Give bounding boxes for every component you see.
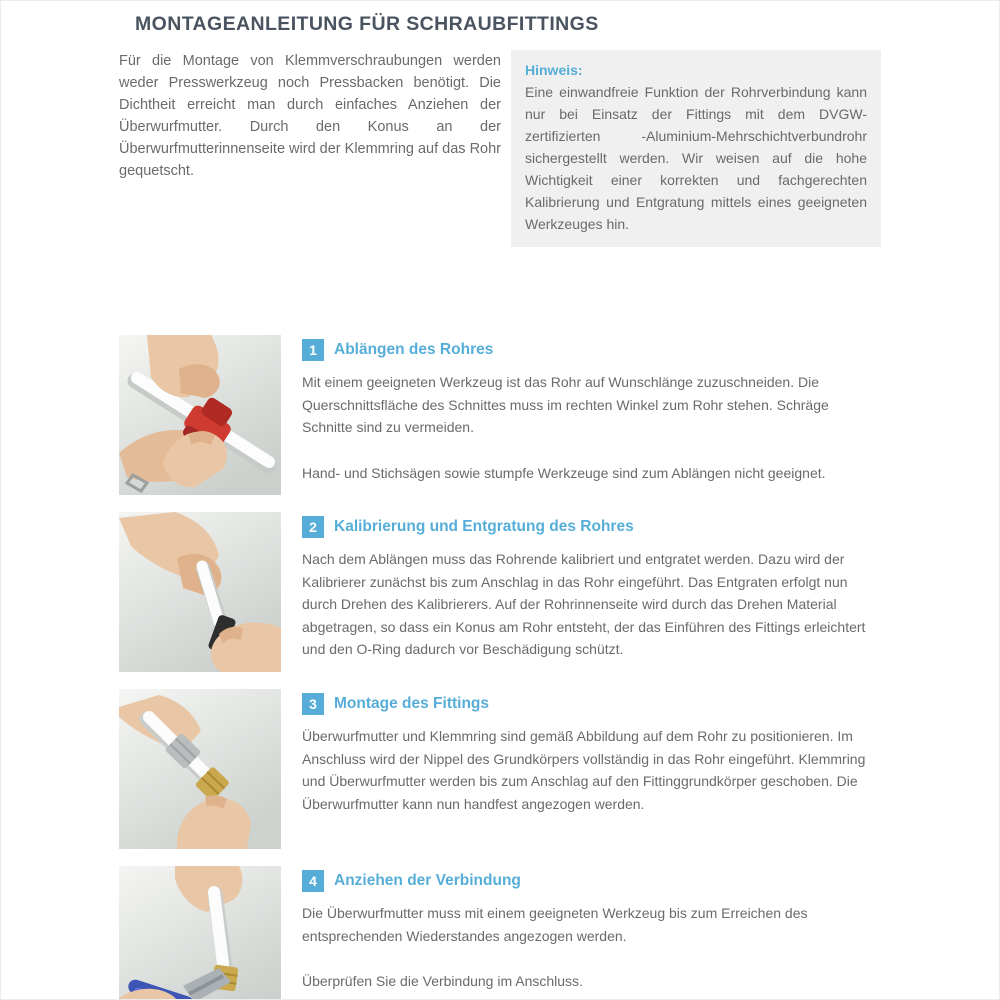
step-3-title: Montage des Fittings	[334, 695, 489, 712]
pipe-cutting-photo	[119, 335, 281, 495]
step-4-heading-row	[302, 866, 879, 892]
step-1-heading-row	[302, 335, 879, 361]
fitting-assembly-photo	[119, 689, 281, 849]
step-3-paragraph-1: Überwurfmutter und Klemmring sind gemäß Abbildung auf dem Rohr zu positionieren. Im Anschluss wird der Nippel des Grundkörpers vollständig in das Rohr eingeführt. Klemmring und Überwurfmutter werden bis zum Anschlag auf den Fittinggrundkörper geschoben. Die Überwurfmutter kann nun handfest angezogen werden.	[302, 728, 866, 812]
tightening-connection-photo	[119, 866, 281, 1000]
intro-section	[119, 50, 879, 247]
note-box	[511, 50, 881, 247]
step-1-number-badge: 1	[302, 339, 324, 361]
step-4-paragraph-1: Die Überwurfmutter muss mit einem geeigneten Werkzeug bis zum Erreichen des entsprechenden Wiederstandes angezogen werden.	[302, 905, 808, 944]
steps-list	[119, 335, 879, 1000]
step-2-title: Kalibrierung und Entgratung des Rohres	[334, 518, 634, 535]
step-4-paragraph-2: Überprüfen Sie die Verbindung im Anschluss.	[302, 973, 583, 989]
note-text: Eine einwandfreie Funktion der Rohrverbindung kann nur bei Einsatz der Fittings mit dem DVGW-zertifizierten -Aluminium-Mehrschichtverbundrohr sichergestellt werden. Wir weisen auf die hohe Wichtigkeit einer korrekten und fachgerechten Kalibrierung und Entgratung mittels eines geeigneten Werkzeuges hin.	[525, 84, 867, 232]
step-2-paragraph-1: Nach dem Ablängen muss das Rohrende kalibriert und entgratet werden. Dazu wird der Kalibrierer zunächst bis zum Anschlag in das Rohr eingeführt. Das Entgraten erfolgt nun durch Drehen des Kalibrierers. Auf der Rohrinnenseite wird durch das Drehen Material abgetragen, so dass ein Konus am Rohr entsteht, der das Einführen des Fittings erleichtert und den O-Ring dadurch vor Beschädigung schützt.	[302, 551, 866, 657]
note-label: Hinweis:	[525, 62, 583, 78]
step-1-paragraph-1: Mit einem geeigneten Werkzeug ist das Rohr auf Wunschlänge zuzuschneiden. Die Querschnittsfläche des Schnittes muss im rechten Winkel zum Rohr stehen. Schräge Schnitte sind zu vermeiden.	[302, 374, 829, 435]
step-1-title: Ablängen des Rohres	[334, 341, 494, 358]
step-row-2	[119, 512, 879, 672]
step-4-title: Anziehen der Verbindung	[334, 872, 521, 889]
step-row-3	[119, 689, 879, 849]
step-2-number-badge: 2	[302, 516, 324, 538]
step-1-paragraph-2: Hand- und Stichsägen sowie stumpfe Werkzeuge sind zum Ablängen nicht geeignet.	[302, 464, 826, 481]
step-1-body	[302, 335, 879, 495]
intro-paragraph: Für die Montage von Klemmverschraubungen werden weder Presswerkzeug noch Pressbacken benötigt. Die Dichtheit erreicht man durch einfaches Anziehen der Überwurfmutter. Durch den Konus an der Überwurfmutterinnenseite wird der Klemmring auf das Rohr gequetscht.	[119, 53, 501, 179]
pipe-calibrating-photo	[119, 512, 281, 672]
step-3-number-badge: 3	[302, 693, 324, 715]
step-row-1	[119, 335, 879, 495]
step-4-body	[302, 866, 879, 1000]
step-2-heading-row	[302, 512, 879, 538]
step-3-body	[302, 689, 879, 849]
step-row-4	[119, 866, 879, 1000]
step-2-body	[302, 512, 879, 672]
page-title: MONTAGEANLEITUNG FÜR SCHRAUBFITTINGS	[135, 13, 599, 35]
step-4-number-badge: 4	[302, 870, 324, 892]
step-3-heading-row	[302, 689, 879, 715]
